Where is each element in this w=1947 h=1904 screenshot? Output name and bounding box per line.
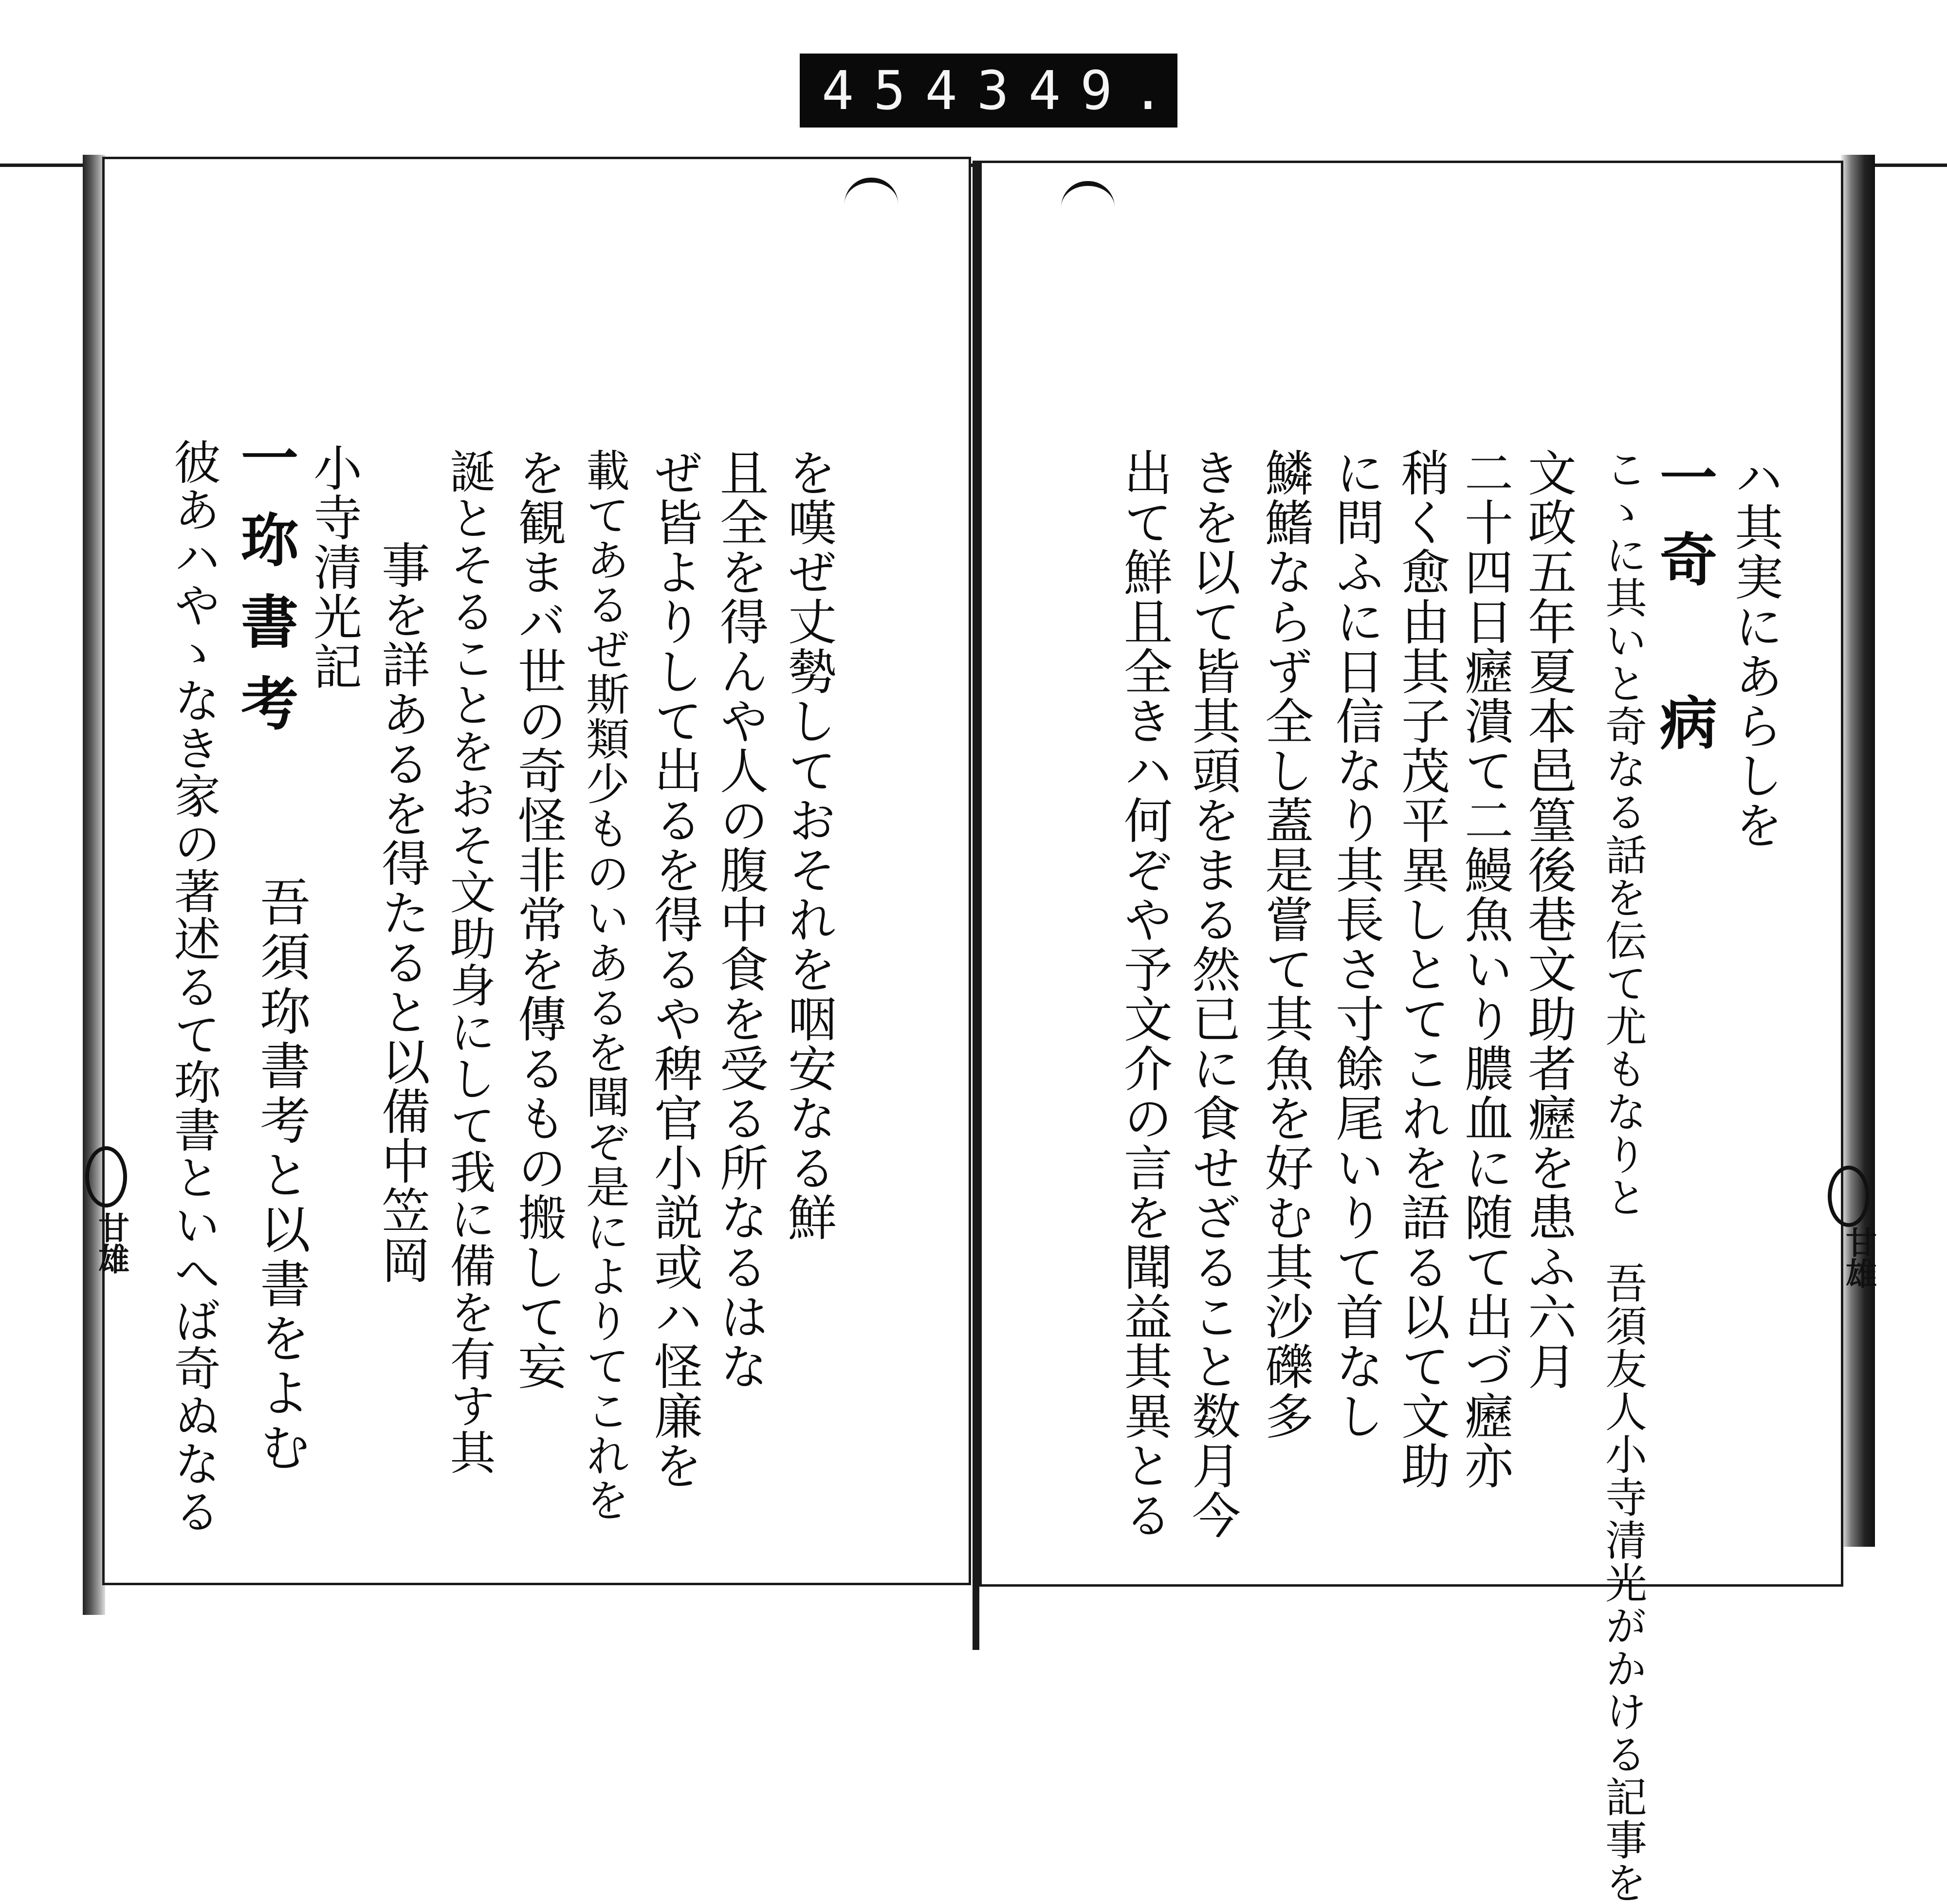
left-col-2: 且全を得んや人の腹中食を受る所なるはな: [712, 448, 769, 1391]
right-col-2-heading: 一奇 病: [1650, 448, 1718, 775]
catalog-label-left: 454: [822, 59, 977, 122]
left-col-9-heading: 一珎書考: [231, 428, 299, 755]
left-col-3: ぜ皆よりして出るを得るや稗官小説或ハ怪廉を: [646, 448, 703, 1490]
left-col-1: を嘆ぜ丈勢しておそれを咽安なる鮮: [780, 448, 837, 1242]
left-col-7: 事を詳あるを得たると以備中笠岡: [373, 540, 430, 1285]
right-col-5: 二十四日癧潰て二鰻魚いり膿血に随て出づ癧亦: [1456, 448, 1513, 1490]
right-col-6: 稍く愈由其子茂平異しとてこれを語る以て文助: [1393, 448, 1450, 1490]
left-col-10: 彼あハやゝなき家の著述るて珎書といへば奇ぬなる: [166, 438, 221, 1535]
right-page-edge: [1841, 155, 1875, 1547]
left-col-6: 誕とそることをおそ文助身にして我に備を有す其: [442, 448, 495, 1476]
left-thumb-tab: [85, 1146, 127, 1208]
right-edge-mark: 甘雄: [1840, 1227, 1877, 1289]
left-edge-mark: 甘雄: [93, 1212, 129, 1274]
catalog-label-right: 349.: [976, 59, 1184, 122]
right-thumb-tab: [1828, 1166, 1870, 1227]
left-col-4: 載てあるぜ斯類少ものいあるを聞ぞ是によりてこれを: [578, 448, 629, 1522]
right-col-10: 出て鮮且全きハ何ぞや予文介の言を聞益其異とる: [1116, 448, 1173, 1540]
right-col-3: こゝに其いと奇なる話を伝て尤もなりと 吾須友人小寺清光がかける記事を: [1598, 448, 1647, 1904]
right-col-1: ハ其実にあらしを: [1727, 453, 1783, 850]
catalog-label: [800, 54, 1184, 128]
book-gutter: [973, 161, 979, 1650]
left-col-8-author: 小寺清光記: [305, 443, 362, 691]
right-col-4: 文政五年夏本邑篁後巷文助者癧を患ふ六月: [1520, 448, 1577, 1391]
left-col-5: を観まバ世の奇怪非常を傳るもの搬して妄: [510, 448, 567, 1391]
left-author-line: 吾須珎書考と以書をよむ: [251, 876, 311, 1476]
right-col-8: 鱗鰭ならず全し蓋是嘗て其魚を好む其沙礫多: [1257, 448, 1314, 1441]
right-col-7: に問ふに日信なり其長さ寸餘尾いりて首なし: [1327, 448, 1384, 1441]
right-col-9: きを以て皆其頭をまる然已に食せざること数月今: [1184, 448, 1241, 1540]
